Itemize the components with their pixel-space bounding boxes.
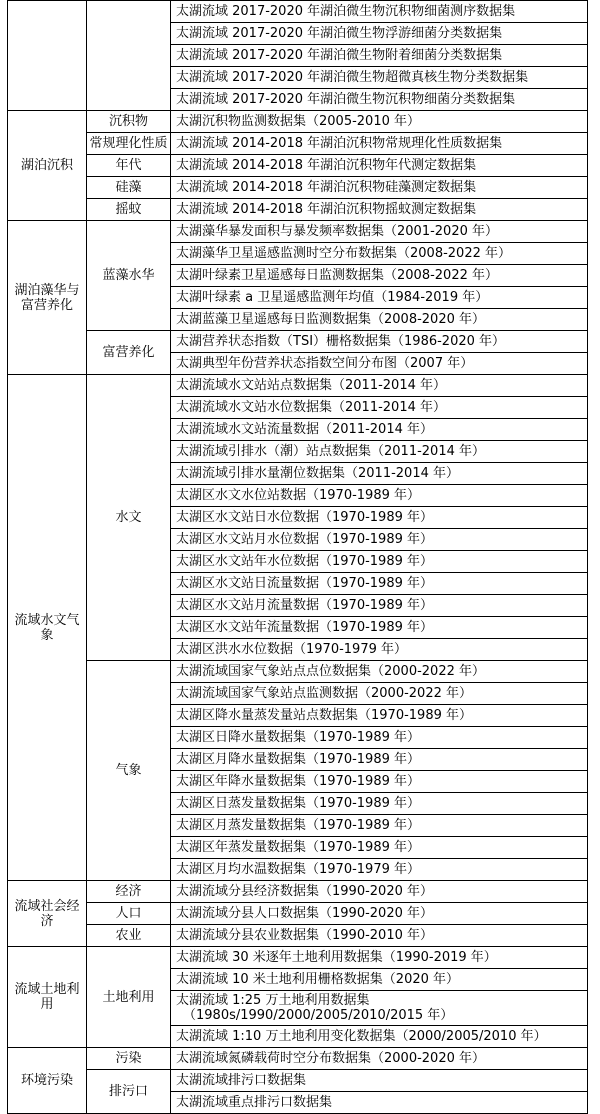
dataset-name: 太湖流域 2014-2018 年湖泊沉积物常规理化性质数据集 [171, 133, 588, 155]
dataset-name: 太湖流域 2017-2020 年湖泊微生物浮游细菌分类数据集 [171, 23, 588, 45]
dataset-name: 太湖流域 2014-2018 年湖泊沉积物摇蚊测定数据集 [171, 199, 588, 221]
dataset-name: 太湖流域 2014-2018 年湖泊沉积物硅藻测定数据集 [171, 177, 588, 199]
subcategory-cell: 沉积物 [87, 111, 171, 133]
dataset-name: 太湖区年蒸发量数据集（1970-1989 年） [171, 837, 588, 859]
dataset-name: 太湖区月蒸发量数据集（1970-1989 年） [171, 815, 588, 837]
table-row [8, 1048, 588, 1070]
dataset-name: 太湖流域国家气象站点点位数据集（2000-2022 年） [171, 661, 588, 683]
dataset-name: 太湖区水文站月水位数据（1970-1989 年） [171, 529, 588, 551]
dataset-name: 太湖流域引排水量潮位数据集（2011-2014 年） [171, 463, 588, 485]
dataset-name: 太湖流域水文站水位数据集（2011-2014 年） [171, 397, 588, 419]
dataset-name: 太湖流域排污口数据集 [171, 1070, 588, 1092]
dataset-name: 太湖区洪水水位数据（1970-1979 年） [171, 639, 588, 661]
category-cell: 湖泊沉积 [8, 111, 87, 221]
category-cell: 环境污染 [8, 1048, 87, 1114]
subcategory-cell: 土地利用 [87, 947, 171, 1048]
table-row [8, 1070, 588, 1092]
dataset-name: 太湖区水文站年水位数据（1970-1989 年） [171, 551, 588, 573]
table-row [8, 177, 588, 199]
dataset-name: 太湖流域 2017-2020 年湖泊微生物超微真核生物分类数据集 [171, 67, 588, 89]
subcategory-cell: 年代 [87, 155, 171, 177]
dataset-name: 太湖流域 2017-2020 年湖泊微生物沉积物细菌测序数据集 [171, 1, 588, 23]
table-row [8, 375, 588, 397]
dataset-catalog-table [7, 0, 588, 1114]
dataset-name-line: （1980s/1990/2000/2005/2010/2015 年） [183, 1008, 454, 1023]
dataset-name: 太湖流域 2017-2020 年湖泊微生物附着细菌分类数据集 [171, 45, 588, 67]
table-row [8, 661, 588, 683]
category-cell: 流域土地利用 [8, 947, 87, 1048]
dataset-name: 太湖区水文水位站数据（1970-1989 年） [171, 485, 588, 507]
table-row [8, 903, 588, 925]
table-row [8, 881, 588, 903]
subcategory-cell: 经济 [87, 881, 171, 903]
dataset-name: 太湖流域分县经济数据集（1990-2020 年） [171, 881, 588, 903]
dataset-name: 太湖区日降水量数据集（1970-1989 年） [171, 727, 588, 749]
dataset-name: 太湖区年降水量数据集（1970-1989 年） [171, 771, 588, 793]
dataset-name: 太湖流域分县农业数据集（1990-2010 年） [171, 925, 588, 947]
subcategory-cell: 常规理化性质 [87, 133, 171, 155]
table-row [8, 111, 588, 133]
table-row [8, 331, 588, 353]
dataset-name: 太湖流域 1:10 万土地利用变化数据集（2000/2005/2010 年） [171, 1026, 588, 1048]
subcategory-cell: 气象 [87, 661, 171, 881]
subcategory-cell: 富营养化 [87, 331, 171, 375]
subcategory-cell: 排污口 [87, 1070, 171, 1114]
subcategory-cell: 水文 [87, 375, 171, 661]
dataset-name: 太湖区月降水量数据集（1970-1989 年） [171, 749, 588, 771]
table-row [8, 221, 588, 243]
subcategory-cell: 摇蚊 [87, 199, 171, 221]
dataset-name: 太湖区降水量蒸发量站点数据集（1970-1989 年） [171, 705, 588, 727]
subcategory-cell: 蓝藻水华 [87, 221, 171, 331]
dataset-name: 太湖区日蒸发量数据集（1970-1989 年） [171, 793, 588, 815]
subcategory-cell [87, 1, 171, 111]
dataset-name: 太湖沉积物监测数据集（2005-2010 年） [171, 111, 588, 133]
dataset-name: 太湖区月均水温数据集（1970-1979 年） [171, 859, 588, 881]
dataset-name: 太湖藻华暴发面积与暴发频率数据集（2001-2020 年） [171, 221, 588, 243]
table-row [8, 1, 588, 23]
dataset-name: 太湖流域 2014-2018 年湖泊沉积物年代测定数据集 [171, 155, 588, 177]
dataset-name: 太湖区水文站日流量数据（1970-1989 年） [171, 573, 588, 595]
category-cell: 湖泊藻华与富营养化 [8, 221, 87, 375]
table-row [8, 925, 588, 947]
dataset-name: 太湖蓝藻卫星遥感每日监测数据集（2008-2020 年） [171, 309, 588, 331]
dataset-name: 太湖叶绿素 a 卫星遥感监测年均值（1984-2019 年） [171, 287, 588, 309]
dataset-name: 太湖流域引排水（潮）站点数据集（2011-2014 年） [171, 441, 588, 463]
category-cell: 流域水文气象 [8, 375, 87, 881]
dataset-name: 太湖流域水文站流量数据（2011-2014 年） [171, 419, 588, 441]
dataset-name: 太湖流域氮磷载荷时空分布数据集（2000-2020 年） [171, 1048, 588, 1070]
table-row [8, 133, 588, 155]
table-row [8, 947, 588, 969]
table-row [8, 155, 588, 177]
subcategory-cell: 污染 [87, 1048, 171, 1070]
dataset-name: 太湖流域 2017-2020 年湖泊微生物沉积物细菌分类数据集 [171, 89, 588, 111]
category-cell [8, 1, 87, 111]
dataset-name-line: 太湖流域 1:25 万土地利用数据集 [176, 993, 370, 1008]
dataset-name: 太湖营养状态指数（TSI）栅格数据集（1986-2020 年） [171, 331, 588, 353]
subcategory-cell: 硅藻 [87, 177, 171, 199]
table-row [8, 199, 588, 221]
dataset-name: 太湖区水文站日水位数据（1970-1989 年） [171, 507, 588, 529]
dataset-name: 太湖流域国家气象站点监测数据（2000-2022 年） [171, 683, 588, 705]
subcategory-cell: 农业 [87, 925, 171, 947]
dataset-name: 太湖流域重点排污口数据集 [171, 1092, 588, 1114]
dataset-cell [171, 991, 588, 1026]
dataset-name: 太湖区水文站月流量数据（1970-1989 年） [171, 595, 588, 617]
category-cell: 流域社会经济 [8, 881, 87, 947]
dataset-name: 太湖典型年份营养状态指数空间分布图（2007 年） [171, 353, 588, 375]
dataset-name: 太湖流域 10 米土地利用栅格数据集（2020 年） [171, 969, 588, 991]
subcategory-cell: 人口 [87, 903, 171, 925]
dataset-name: 太湖藻华卫星遥感监测时空分布数据集（2008-2022 年） [171, 243, 588, 265]
dataset-name: 太湖流域分县人口数据集（1990-2020 年） [171, 903, 588, 925]
dataset-name: 太湖流域 30 米逐年土地利用数据集（1990-2019 年） [171, 947, 588, 969]
dataset-name: 太湖区水文站年流量数据（1970-1989 年） [171, 617, 588, 639]
dataset-name: 太湖叶绿素卫星遥感每日监测数据集（2008-2022 年） [171, 265, 588, 287]
dataset-name: 太湖流域水文站站点数据集（2011-2014 年） [171, 375, 588, 397]
